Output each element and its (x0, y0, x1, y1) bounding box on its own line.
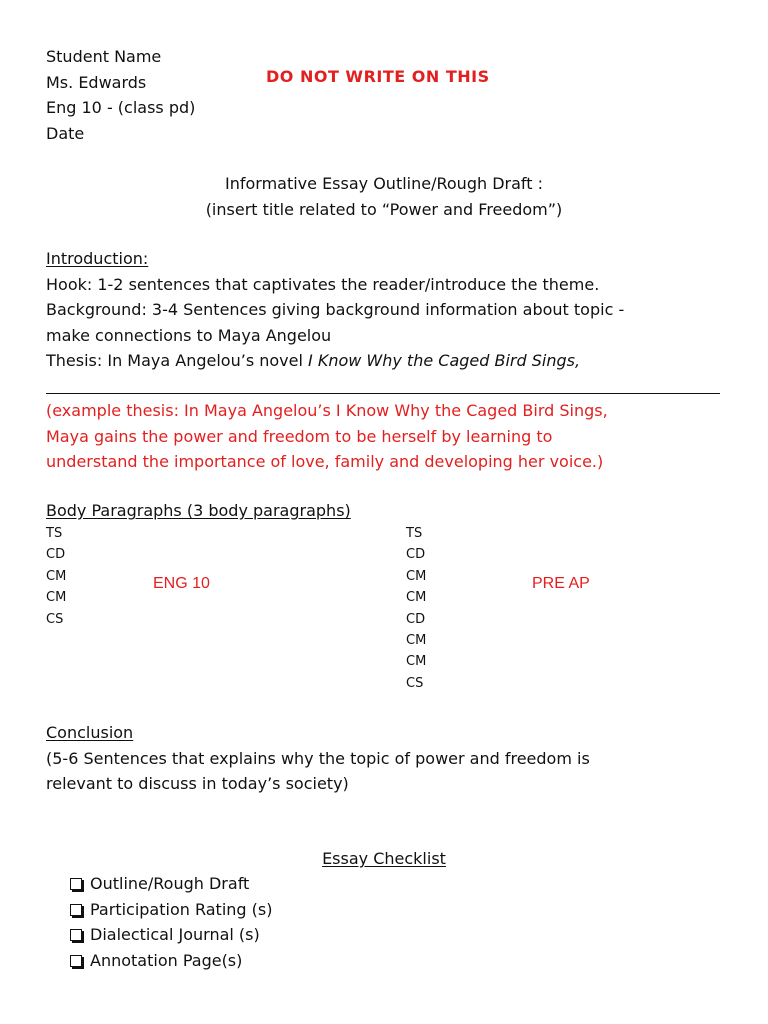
code-item: CM (46, 590, 67, 606)
checklist-item-label: Participation Rating (s) (90, 899, 273, 919)
body-paragraphs-heading: Body Paragraphs (3 body paragraphs) (46, 501, 351, 520)
checkbox-icon (70, 955, 82, 967)
checklist-item-label: Dialectical Journal (s) (90, 925, 260, 944)
example-thesis-line-2: Maya gains the power and freedom to be herself by learning to (46, 426, 553, 446)
preap-label: PRE AP (532, 575, 590, 592)
background-line-2: make connections to Maya Angelou (46, 325, 332, 345)
eng10-label: ENG 10 (153, 575, 210, 592)
checklist-item-label: Outline/Rough Draft (90, 874, 250, 893)
checkbox-icon (70, 878, 82, 890)
hook-line: Hook: 1-2 sentences that captivates the reader/introduce the theme. (46, 274, 600, 294)
conclusion-line-1: (5-6 Sentences that explains why the topic of power and freedom is (46, 748, 590, 768)
code-item: TS (46, 526, 63, 541)
book-title: I Know Why the Caged Bird Sings, (308, 351, 581, 370)
checklist-item (70, 871, 249, 896)
class-period: Eng 10 - (class pd) (46, 98, 196, 117)
conclusion-line-2: relevant to discuss in today’s society) (46, 774, 349, 793)
essay-checklist-heading: Essay Checklist (322, 849, 446, 868)
checklist-item-label: Annotation Page(s) (90, 950, 243, 970)
code-item: CM (406, 633, 427, 649)
code-item: CM (406, 568, 427, 584)
code-item: CM (46, 568, 67, 584)
example-thesis-line-3: understand the importance of love, family and developing her voice.) (46, 452, 604, 471)
do-not-write-warning: DO NOT WRITE ON THIS (266, 67, 490, 86)
checklist-item (70, 922, 260, 947)
code-item: CD (406, 547, 426, 563)
code-item: CM (406, 654, 427, 670)
code-item: CM (406, 590, 427, 606)
background-line-1: Background: 3-4 Sentences giving background information about topic - (46, 300, 625, 319)
example-thesis-line-1: (example thesis: In Maya Angelou’s I Know Why the Caged Bird Sings, (46, 401, 608, 420)
checklist-item (70, 897, 272, 922)
student-name: Student Name (46, 47, 162, 66)
thesis-prefix: Thesis: In Maya Angelou’s novel (46, 351, 309, 370)
outline-subtitle: (insert title related to “Power and Freedom”) (205, 199, 563, 219)
code-item: CS (46, 611, 64, 627)
checkbox-icon (70, 904, 82, 916)
thesis-line (46, 348, 580, 373)
checkbox-icon (70, 929, 82, 941)
code-item: CD (406, 611, 426, 627)
preap-code-list (406, 523, 426, 694)
code-item: TS (406, 526, 423, 541)
conclusion-heading: Conclusion (46, 723, 134, 742)
code-item: CD (46, 547, 66, 563)
thesis-blank-line (46, 393, 720, 394)
checklist-item (70, 948, 242, 973)
eng10-code-list (46, 523, 66, 630)
code-item: CS (406, 675, 424, 691)
introduction-heading: Introduction: (46, 249, 149, 268)
teacher-name: Ms. Edwards (46, 72, 147, 92)
outline-title: Informative Essay Outline/Rough Draft : (224, 174, 543, 193)
date-label: Date (46, 123, 85, 143)
